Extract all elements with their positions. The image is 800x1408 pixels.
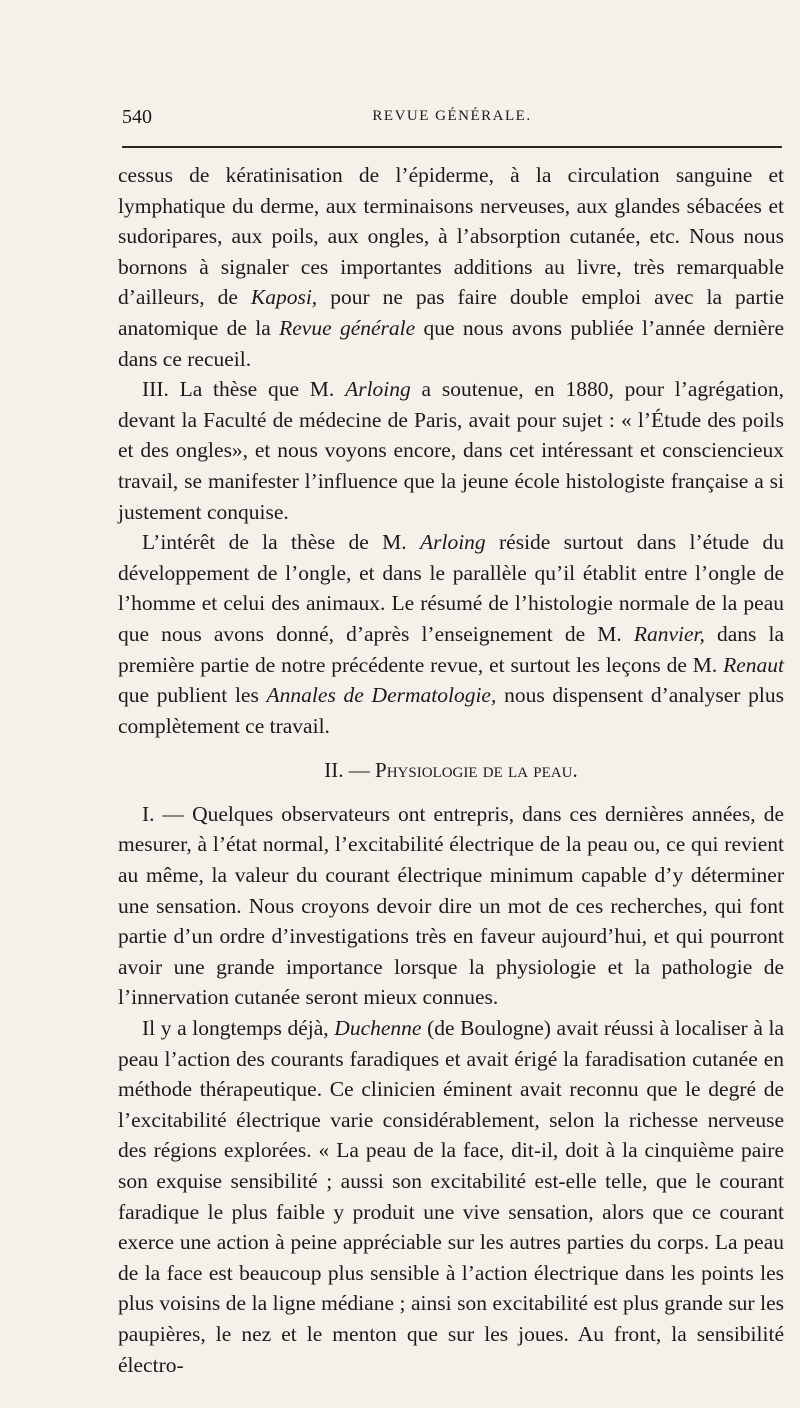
author-name: Ranvier,	[633, 621, 705, 646]
section-title: Physiologie de la peau.	[375, 758, 578, 783]
text: réside surtout dans l’étude du développement de l’ongle, et dans le parallèle qu’il établit entre l’ongle de l’homme et celui des animaux. Le résumé de l’histologie normale de la peau que nous avons donné, d’après l’enseignement de M.	[118, 530, 784, 646]
author-name: Arloing	[419, 530, 486, 555]
text: nous dispensent d’analyser plus complètement ce travail.	[118, 683, 784, 738]
publication-title: Annales de Dermatologie,	[266, 683, 497, 708]
text: I. — Quelques observateurs ont entrepris, dans ces dernières années, de mesurer, à l’état normal, l’excitabilité électrique de la peau ou, ce qui revient au même, la valeur du courant électrique minimum capable d’y déterminer une sensation. Nous croyons devoir dire un mot de ces recherches, qui font partie d’un ordre d’investigations très en faveur aujourd’hui, et qui pourront avoir une grande importance lorsque la physiologie et la pathologie de l’innervation cutanée seront mieux connues.	[118, 801, 784, 1010]
text: dans la première partie de notre précédente revue, et surtout les leçons de M.	[118, 621, 784, 677]
paragraph-4	[118, 799, 784, 1013]
page-number: 540	[122, 106, 152, 128]
header-rule	[122, 146, 782, 148]
text: pour ne pas faire double emploi avec la partie anatomique de la	[118, 285, 784, 340]
page-header	[122, 106, 782, 136]
text: Il y a longtemps déjà,	[142, 1016, 335, 1041]
body-text	[118, 160, 784, 1380]
text: (de Boulogne) avait réussi à localiser à la peau l’action des courants faradiques et avait érigé la faradisation cutanée en méthode thérapeutique. Ce clinicien éminent avait reconnu que le degré de l’excitabilité électrique varie considérablement, selon la richesse nerveuse des régions explorées. « La peau de la face, dit-il, doit à la cinquième paire son exquise sensibilité ; aussi son excitabilité est-elle telle, que le courant faradique le plus faible y produit une vive sensation, alors que ce courant exerce une action à peine appréciable sur les autres parties du corps. La peau de la face est beaucoup plus sensible à l’action électrique dans les points les plus voisins de la ligne médiane ; ainsi son excitabilité est plus grande sur les paupières, le nez et le menton que sur les joues. Au front, la sensibilité électro-	[118, 1016, 784, 1377]
text: que publient les	[118, 683, 267, 708]
paragraph-5	[118, 1013, 784, 1380]
section-number: II. —	[324, 758, 370, 783]
paragraph-1	[118, 160, 784, 374]
text: L’intérêt de la thèse de M.	[142, 530, 420, 555]
running-title: REVUE GÉNÉRALE.	[372, 108, 532, 124]
text: que nous avons publiée l’année dernière dans ce recueil.	[118, 315, 785, 371]
paragraph-2	[118, 374, 784, 527]
author-name: Renaut	[723, 652, 784, 677]
author-name: Arloing	[345, 377, 411, 402]
text: cessus de kératinisation de l’épiderme, à la circulation sanguine et lymphatique du derme, aux terminaisons nerveuses, aux glandes sébacées et sudoripares, aux poils, aux ongles, à l’absorption cutanée, etc. Nous nous bornons à signaler ces importantes additions au livre, très remarquable d’ailleurs, de	[118, 163, 784, 310]
section-heading	[118, 755, 784, 786]
author-name: Duchenne	[334, 1016, 422, 1041]
paragraph-3	[118, 527, 784, 741]
text: a soutenue, en 1880, pour l’agrégation, devant la Faculté de médecine de Paris, avait pour sujet : « l’Étude des poils et des ongles», et nous voyons encore, dans cet intéressant et consciencieux travail, se manifester l’influence que la jeune école histologiste française a si justement conquise.	[118, 377, 784, 524]
text: III. La thèse que M.	[142, 377, 346, 402]
publication-title: Revue générale	[279, 315, 416, 340]
author-name: Kaposi,	[250, 285, 318, 310]
